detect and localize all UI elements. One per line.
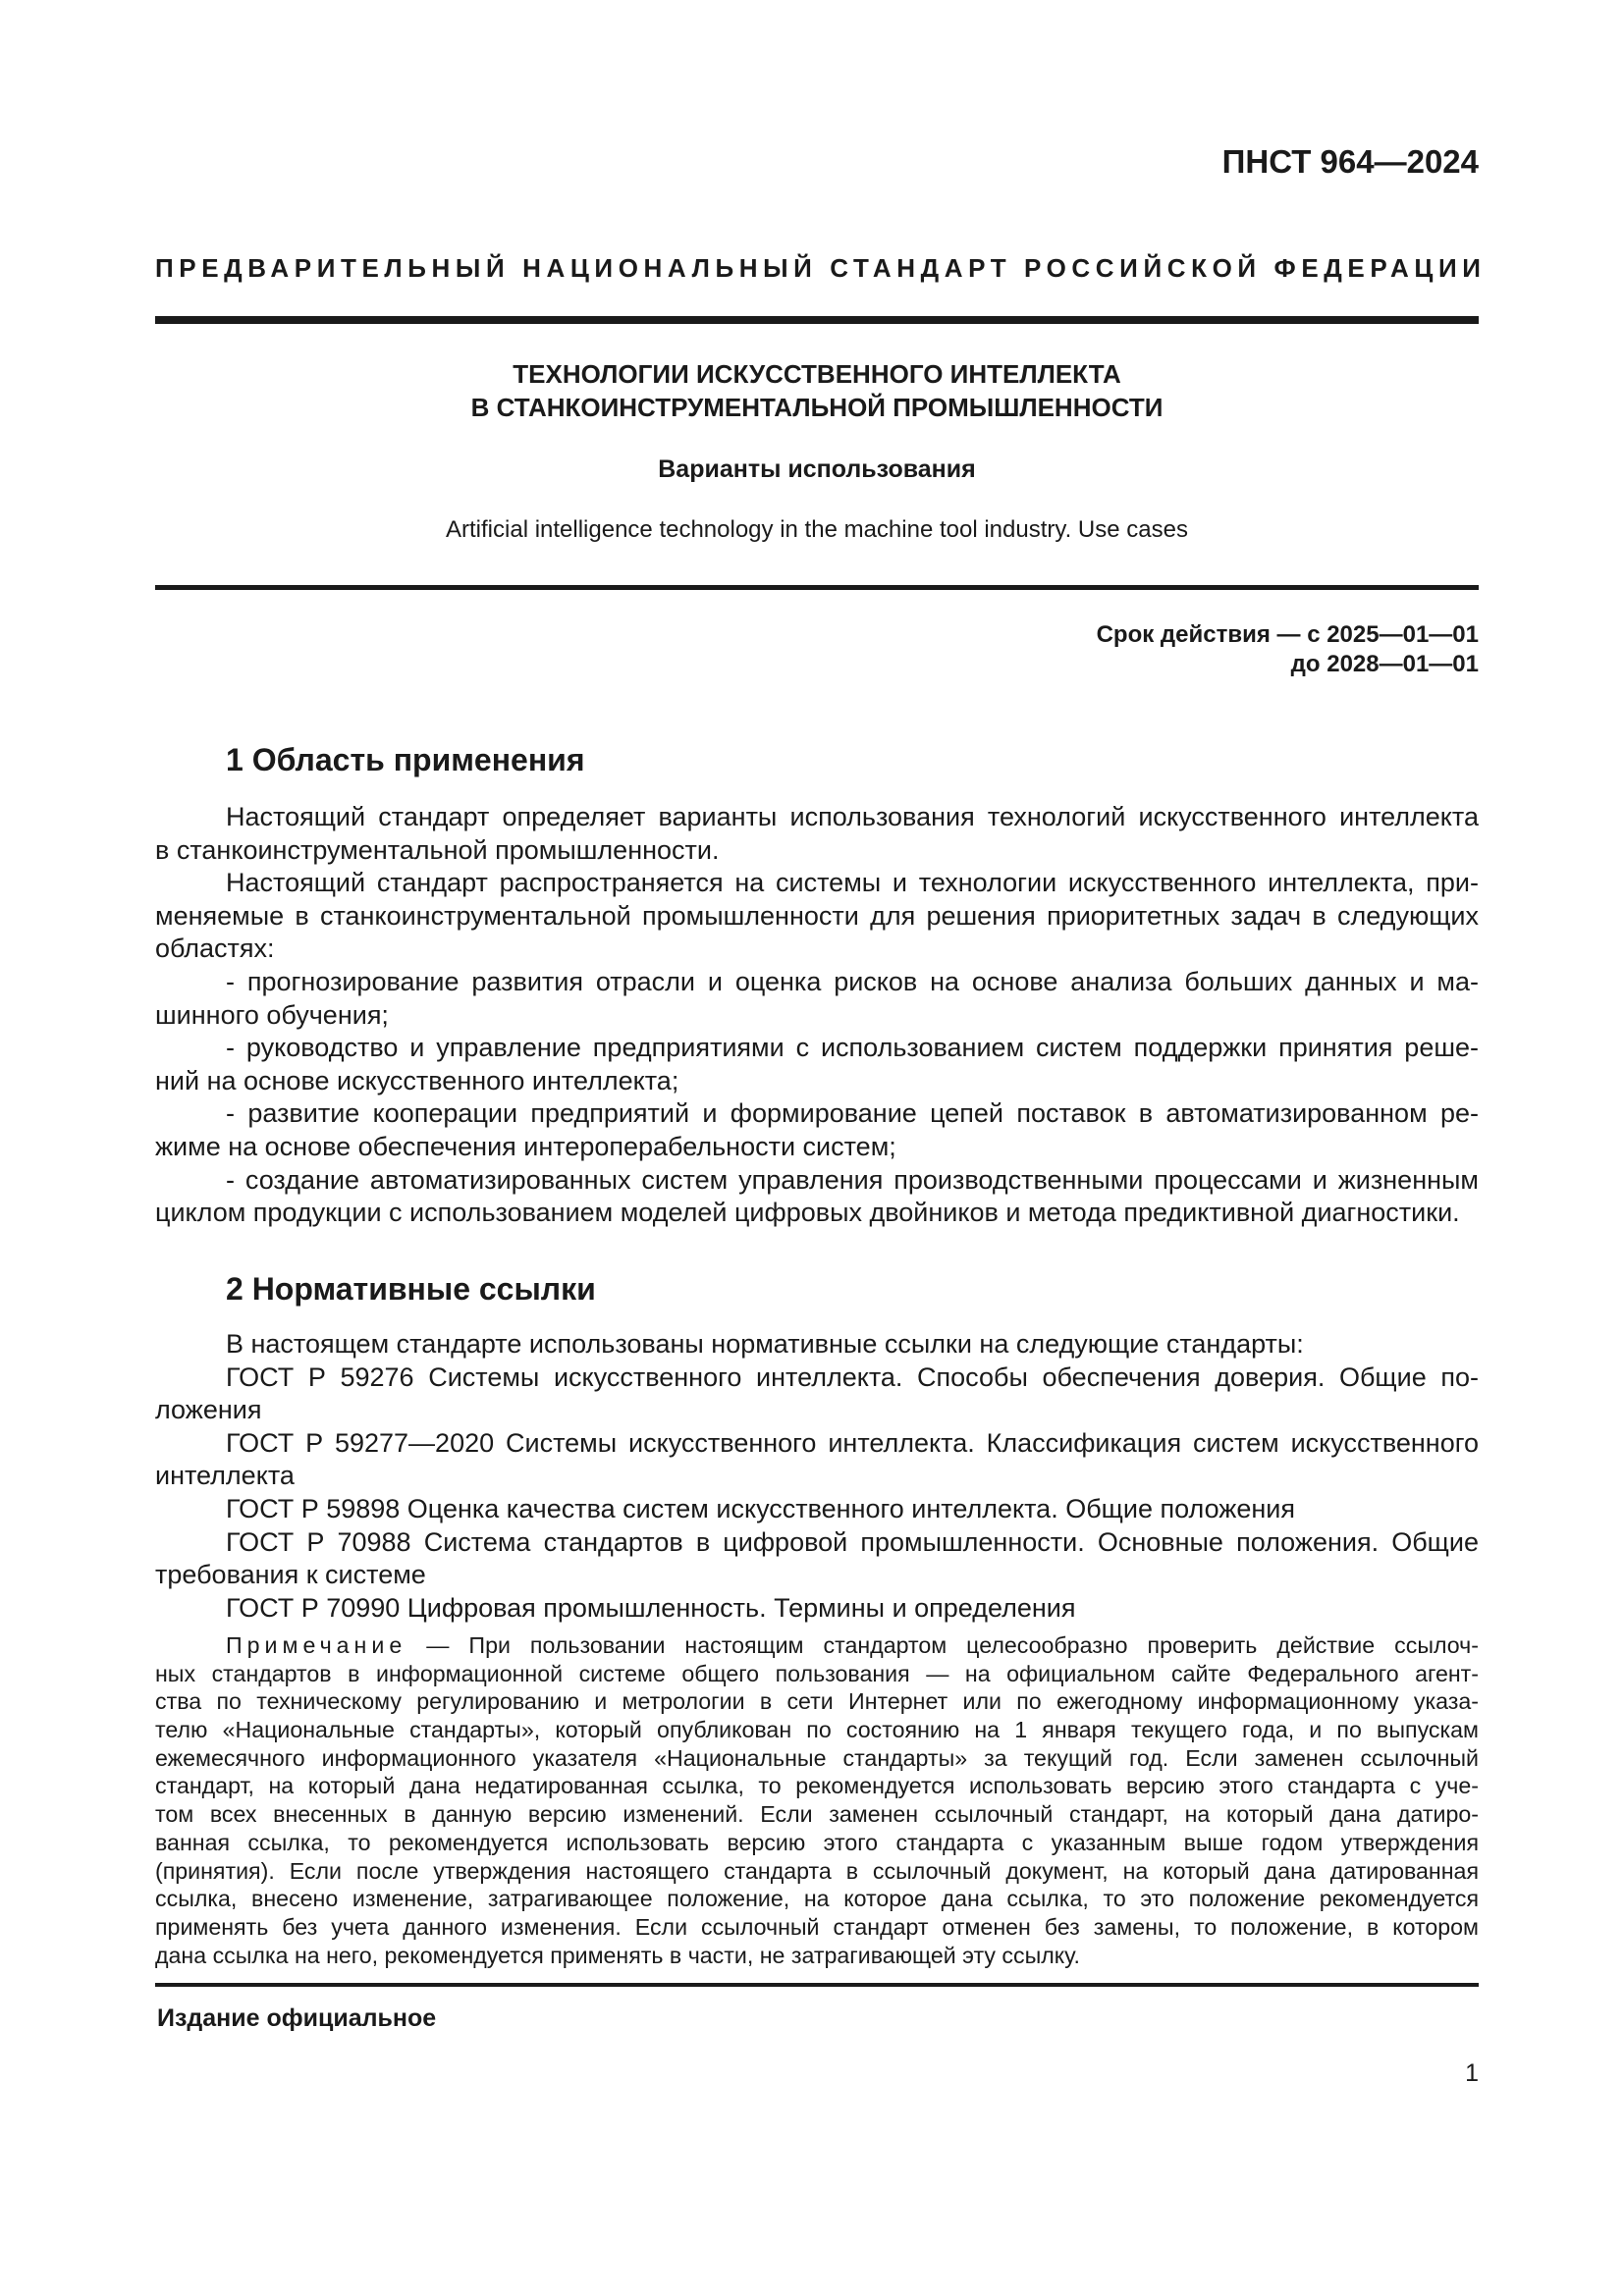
title-line-2: В СТАНКОИНСТРУМЕНТАЛЬНОЙ ПРОМЫШЛЕННОСТИ (470, 393, 1164, 422)
document-title (155, 357, 1479, 424)
reference-item: ГОСТ Р 59276 Системы искусственного интеллекта. Способы обеспечения доверия. Общие по- (226, 1362, 1479, 1392)
text-line: ний на основе искусственного интеллекта; (155, 1065, 679, 1095)
note-block (155, 1631, 1479, 1969)
list-item: - руководство и управление предприятиями с использованием систем поддержки принятия реше- (226, 1033, 1479, 1063)
text-line: интеллекта (155, 1461, 295, 1491)
text-line: областях: (155, 934, 275, 964)
note-line: ванная ссылка, то рекомендуется использовать версию этого стандарта с указанным выше годом утверждения (155, 1829, 1479, 1855)
text-line: меняемые в станкоинструментальной промышленности для решения приоритетных задач в следующих (155, 900, 1479, 931)
standard-code: ПНСТ 964—2024 (1221, 143, 1479, 180)
note-line: ссылка, внесено изменение, затрагивающее положение, на которое дана ссылка, то это положение рекомендуется (155, 1886, 1479, 1912)
note-line: ства по техническому регулированию и метрологии в сети Интернет или по ежегодному информационному указа- (155, 1688, 1479, 1715)
section-heading-scope: 1 Область применения (226, 742, 585, 777)
note-label: Примечание (226, 1632, 407, 1658)
title-rule (155, 585, 1479, 590)
reference-item: ГОСТ Р 59277—2020 Системы искусственного интеллекта. Классификация систем искусственного (226, 1427, 1479, 1458)
validity-period (1097, 620, 1479, 679)
list-item: - развитие кооперации предприятий и формирование цепей поставок в автоматизированном ре- (226, 1098, 1479, 1129)
text-line: Настоящий стандарт определяет варианты использования технологий искусственного интеллекта (226, 802, 1479, 831)
validity-from: Срок действия — с 2025—01—01 (1096, 621, 1479, 648)
text-line: циклом продукции с использованием моделей цифровых двойников и метода предиктивной диагностики. (155, 1198, 1460, 1228)
note-text: — При пользовании настоящим стандартом целесообразно проверить действие ссылоч- (406, 1632, 1479, 1658)
masthead: ПРЕДВАРИТЕЛЬНЫЙ НАЦИОНАЛЬНЫЙ СТАНДАРТ РОССИЙСКОЙ ФЕДЕРАЦИИ (155, 253, 1487, 283)
note-line: применять без учета данного изменения. Если ссылочный стандарт отменен без замены, то положение, в котором (155, 1913, 1479, 1940)
top-rule (155, 316, 1479, 324)
note-first-line (155, 1631, 1479, 1660)
reference-item: ГОСТ Р 70990 Цифровая промышленность. Термины и определения (226, 1592, 1076, 1623)
section-heading-normative-references: 2 Нормативные ссылки (226, 1271, 596, 1307)
note-line: стандарт, на который дана недатированная ссылка, то рекомендуется использовать версию этого стандарта с уче- (155, 1773, 1479, 1799)
note-line: том всех внесенных в данную версию изменений. Если заменен ссылочный стандарт, на который дана датиро- (155, 1801, 1479, 1828)
note-line: ных стандартов в информационной системе общего пользования — на официальном сайте Федерального агент- (155, 1660, 1479, 1686)
title-line-1: ТЕХНОЛОГИИ ИСКУССТВЕННОГО ИНТЕЛЛЕКТА (513, 359, 1121, 389)
text-line: жиме на основе обеспечения интероперабельности систем; (155, 1131, 896, 1161)
footer-rule (155, 1983, 1479, 1987)
list-item: - создание автоматизированных систем управления производственными процессами и жизненным (226, 1164, 1479, 1195)
document-subtitle: Варианты использования (658, 455, 976, 483)
list-item: - прогнозирование развития отрасли и оценка рисков на основе анализа больших данных и ма- (226, 966, 1479, 996)
text-line: В настоящем стандарте использованы нормативные ссылки на следующие стандарты: (226, 1329, 1304, 1359)
note-line: телю «Национальные стандарты», который опубликован по состоянию на 1 января текущего года, и по выпускам (155, 1717, 1479, 1743)
validity-to: до 2028—01—01 (1290, 651, 1479, 677)
text-line: требования к системе (155, 1560, 426, 1590)
section-body-scope (155, 801, 1479, 1230)
note-line: (принятия). Если после утверждения настоящего стандарта в ссылочный документ, на который дана датированная (155, 1857, 1479, 1884)
english-title: Artificial intelligence technology in the machine tool industry. Use cases (446, 516, 1188, 543)
section-body-normative-references (155, 1328, 1479, 1625)
reference-item: ГОСТ Р 59898 Оценка качества систем искусственного интеллекта. Общие положения (226, 1493, 1295, 1523)
text-line: Настоящий стандарт распространяется на системы и технологии искусственного интеллекта, при- (226, 868, 1479, 898)
page-number: 1 (1465, 2059, 1479, 2087)
text-line: ложения (155, 1395, 262, 1425)
edition-label: Издание официальное (157, 2004, 437, 2032)
text-line: в станкоинструментальной промышленности. (155, 834, 720, 865)
reference-item: ГОСТ Р 70988 Система стандартов в цифровой промышленности. Основные положения. Общие (226, 1526, 1479, 1557)
note-line: дана ссылка на него, рекомендуется применять в части, не затрагивающей эту ссылку. (155, 1942, 1080, 1968)
text-line: шинного обучения; (155, 999, 389, 1030)
note-line: ежемесячного информационного указателя «Национальные стандарты» за текущий год. Если заменен ссылочный (155, 1744, 1479, 1771)
